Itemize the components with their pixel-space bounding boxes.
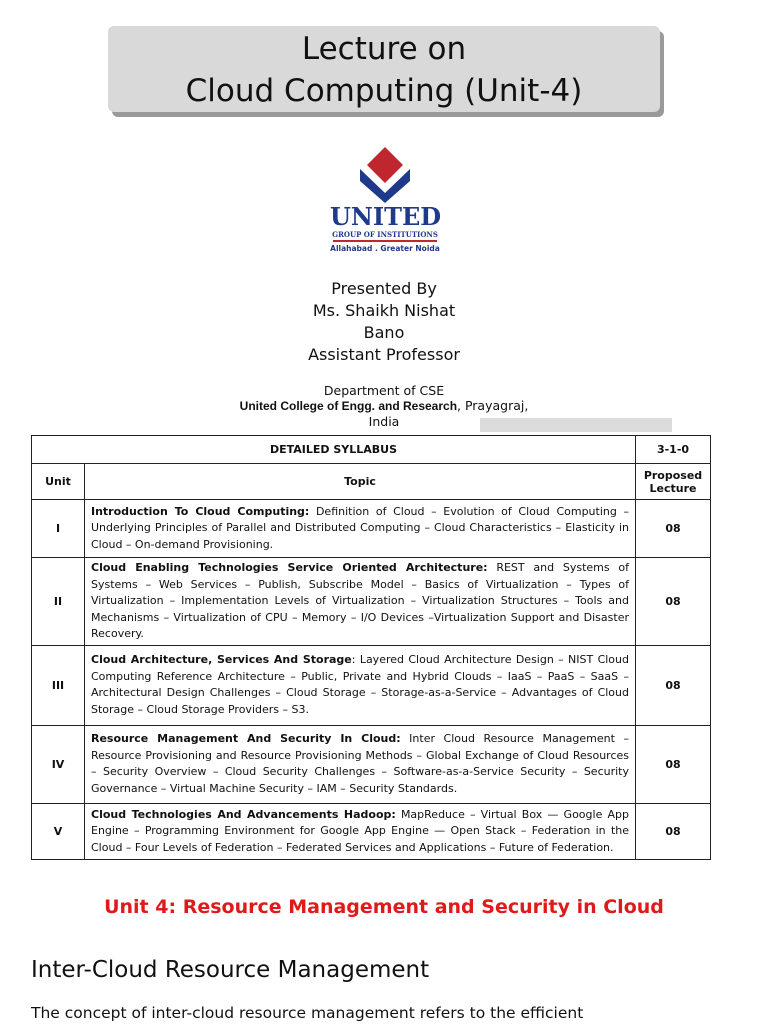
table-row (32, 558, 711, 646)
college-city: , Prayagraj, (457, 398, 529, 413)
unit-topic (85, 725, 636, 803)
unit-topic (85, 500, 636, 558)
unit-heading: Unit 4: Resource Management and Security in Cloud (104, 896, 664, 918)
topic-heading: Introduction To Cloud Computing: (91, 504, 310, 518)
topic-heading: Cloud Enabling Technologies Service Oriented Architecture: (91, 561, 488, 574)
lecture-count: 08 (636, 645, 711, 725)
table-row (32, 803, 711, 859)
presented-by: Presented By (331, 279, 437, 298)
unit-number: I (32, 500, 85, 558)
lecture-count: 08 (636, 725, 711, 803)
title-box (108, 26, 660, 112)
table-row (32, 500, 711, 558)
presenter-name-1: Ms. Shaikh Nishat (312, 301, 456, 320)
body-paragraph: The concept of inter-cloud resource management refers to the efficient (31, 1004, 584, 1022)
topic-text: REST and Systems of Systems – Web Services – Publish, Subscribe Model – Basics of Virtualization – Types of Virtualization – Implementation Levels of Virtualization – Virtualization Structures – Tools and Mechanisms – Virtualization of CPU – Memory – I/O Devices –Virtualization Support and Disaster Recovery. (91, 561, 629, 641)
lecture-count: 08 (636, 558, 711, 646)
col-unit: Unit (32, 464, 85, 500)
topic-heading: Cloud Technologies And Advancements Hadoop: (91, 807, 396, 821)
topic-text: MapReduce – Virtual Box — Google App Engine – Programming Environment for Google App Engine — Open Stack – Federation in the Cloud – Four Levels of Federation – Federated Services and Applications – Future of Federation. (91, 807, 630, 854)
unit-number: V (32, 803, 85, 859)
unit-topic (85, 558, 636, 646)
redaction-bar (480, 418, 672, 432)
unit-topic (85, 803, 636, 859)
department-name: Department of CSE (323, 383, 445, 398)
syllabus-table (31, 435, 711, 860)
lecture-count: 08 (636, 803, 711, 859)
topic-text: Definition of Cloud – Evolution of Cloud Computing – Underlying Principles of Parallel and Distributed Computing – Cloud Characteristics – Elasticity in Cloud – On-demand Provisioning. (91, 504, 629, 551)
col-lecture: Proposed Lecture (636, 464, 711, 500)
logo-name: UNITED (330, 202, 442, 231)
table-row (32, 725, 711, 803)
unit-number: III (32, 645, 85, 725)
section-heading: Inter-Cloud Resource Management (31, 957, 430, 983)
title-line-2: Cloud Computing (Unit-4) (185, 73, 583, 109)
logo-divider (333, 240, 437, 242)
unit-number: IV (32, 725, 85, 803)
topic-text: Inter Cloud Resource Management – Resource Provisioning and Resource Provisioning Methods – Global Exchange of Cloud Resources – Security Overview – Cloud Security Challenges – Software-as-a-Service Security – Security Governance – Virtual Machine Security – IAM – Security Standards. (91, 732, 629, 796)
logo-subtitle: GROUP OF INSTITUTIONS (332, 230, 438, 239)
college-logo (330, 145, 440, 263)
table-row (32, 645, 711, 725)
unit-topic (85, 645, 636, 725)
unit-number: II (32, 558, 85, 646)
topic-heading: Resource Management And Security In Cloud: (91, 732, 401, 746)
lecture-count: 08 (636, 500, 711, 558)
college-name: United College of Engg. and Research (239, 399, 458, 413)
topic-text: : Layered Cloud Architecture Design – NIST Cloud Computing Reference Architecture – Public, Private and Hybrid Clouds – IaaS – PaaS – SaaS – Architectural Design Challenges – Cloud Storage – Storage-as-a-Service – Advantages of Cloud Storage – Cloud Storage Providers – S3. (91, 653, 629, 717)
title-line-1: Lecture on (301, 31, 467, 67)
presenter-title: Assistant Professor (308, 345, 460, 364)
credits-header: 3-1-0 (636, 436, 711, 464)
college-line (200, 398, 568, 414)
logo-emblem-icon (330, 145, 440, 205)
col-topic: Topic (85, 464, 636, 500)
college-country: India (368, 414, 400, 429)
table-header-row (32, 436, 711, 464)
topic-heading: Cloud Architecture, Services And Storage (91, 653, 352, 667)
syllabus-header: DETAILED SYLLABUS (32, 436, 636, 464)
presenter-name-2: Bano (363, 323, 405, 342)
column-header-row (32, 464, 711, 500)
logo-locations: Allahabad . Greater Noida (330, 244, 440, 253)
presenter-block (284, 278, 484, 366)
